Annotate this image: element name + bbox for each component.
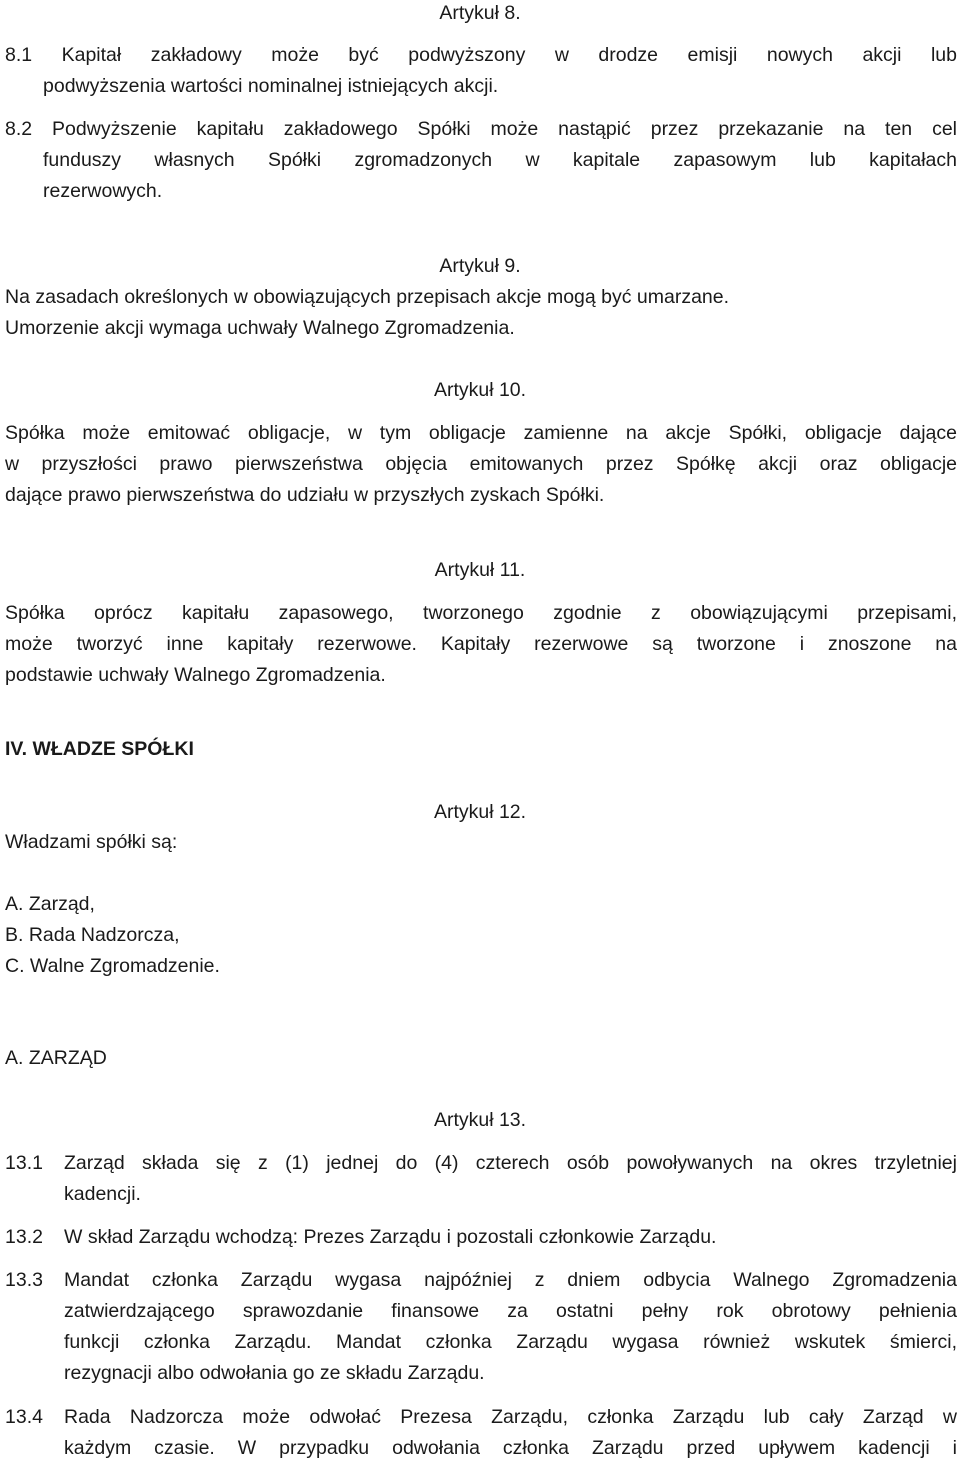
paragraph-8-2-line: rezerwowych.: [43, 180, 163, 202]
article-8-heading: Artykuł 8.: [439, 2, 521, 24]
paragraph-13-3-line: rezygnacji albo odwołania go ze składu Zarządu.: [64, 1362, 485, 1384]
paragraph-13-3-line: Mandat członka Zarządu wygasa najpóźniej z dniem odbycia Walnego Zgromadzenia: [64, 1269, 957, 1291]
list-item: C. Walne Zgromadzenie.: [5, 955, 220, 977]
article-11-line: Spółka oprócz kapitału zapasowego, tworzonego zgodnie z obowiązującymi przepisami,: [5, 602, 957, 624]
article-11-heading: Artykuł 11.: [434, 559, 526, 581]
paragraph-8-1-line: podwyższenia wartości nominalnej istniejących akcji.: [43, 75, 499, 97]
article-10-line: Spółka może emitować obligacje, w tym obligacje zamienne na akcje Spółki, obligacje dające: [5, 422, 957, 444]
list-item: B. Rada Nadzorcza,: [5, 924, 180, 946]
article-10-heading: Artykuł 10.: [433, 379, 527, 401]
paragraph-8-2-line: 8.2 Podwyższenie kapitału zakładowego Spółki może nastąpić przez przekazanie na ten cel: [5, 118, 957, 140]
paragraph-13-1-line: kadencji.: [64, 1183, 141, 1205]
article-9-heading: Artykuł 9.: [439, 255, 521, 277]
paragraph-13-1-line: Zarząd składa się z (1) jednej do (4) czterech osób powoływanych na okres trzyletniej: [64, 1152, 957, 1174]
section-title: IV. WŁADZE SPÓŁKI: [5, 738, 194, 760]
list-item: A. Zarząd,: [5, 893, 95, 915]
paragraph-8-2-line: funduszy własnych Spółki zgromadzonych w kapitale zapasowym lub kapitałach: [43, 149, 957, 171]
subsection-title: A. ZARZĄD: [5, 1047, 107, 1069]
article-11-line: podstawie uchwały Walnego Zgromadzenia.: [5, 664, 386, 686]
article-11-line: może tworzyć inne kapitały rezerwowe. Kapitały rezerwowe są tworzone i znoszone na: [5, 633, 957, 655]
paragraph-number: 13.3: [5, 1269, 43, 1291]
article-9-line: Umorzenie akcji wymaga uchwały Walnego Zgromadzenia.: [5, 317, 515, 339]
paragraph-13-4-line: Rada Nadzorcza może odwołać Prezesa Zarządu, członka Zarządu lub cały Zarząd w: [64, 1406, 957, 1428]
paragraph-number: 13.2: [5, 1226, 43, 1248]
article-10-line: dające prawo pierwszeństwa do udziału w przyszłych zyskach Spółki.: [5, 484, 605, 506]
paragraph-13-3-line: funkcji członka Zarządu. Mandat członka Zarządu wygasa również wskutek śmierci,: [64, 1331, 957, 1353]
article-9-line: Na zasadach określonych w obowiązujących przepisach akcje mogą być umarzane.: [5, 286, 730, 308]
paragraph-13-3-line: zatwierdzającego sprawozdanie finansowe za ostatni pełny rok obrotowy pełnienia: [64, 1300, 957, 1322]
paragraph-13-2-line: W skład Zarządu wchodzą: Prezes Zarządu i pozostali członkowie Zarządu.: [64, 1226, 717, 1248]
paragraph-number: 13.1: [5, 1152, 43, 1174]
article-10-line: w przyszłości prawo pierwszeństwa objęcia emitowanych przez Spółkę akcji oraz obligacje: [5, 453, 957, 475]
paragraph-8-1-line: 8.1 Kapitał zakładowy może być podwyższony w drodze emisji nowych akcji lub: [5, 44, 957, 66]
article-12-heading: Artykuł 12.: [433, 801, 527, 823]
article-13-heading: Artykuł 13.: [433, 1109, 527, 1131]
article-12-intro: Władzami spółki są:: [5, 831, 178, 853]
paragraph-13-4-line: każdym czasie. W przypadku odwołania członka Zarządu przed upływem kadencji i: [64, 1437, 957, 1459]
paragraph-number: 13.4: [5, 1406, 43, 1428]
